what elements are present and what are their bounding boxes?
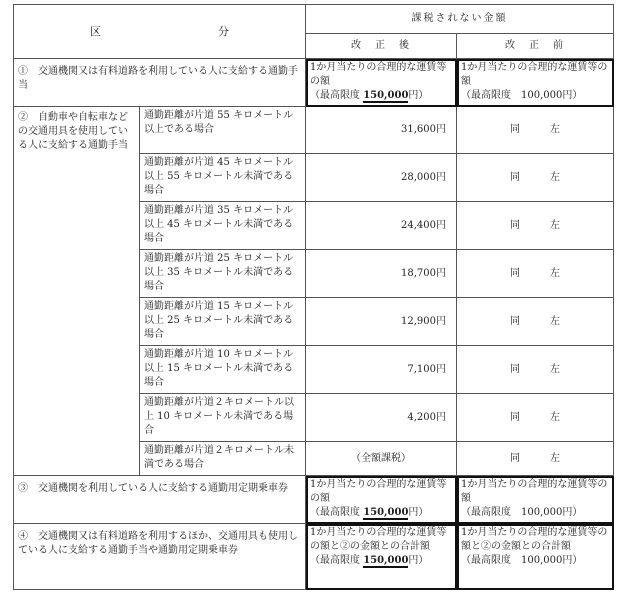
row3-after-limit-suffix: 円）	[408, 507, 429, 518]
row2-same-2: 同 左	[457, 154, 614, 202]
row2-same-1: 同 左	[457, 107, 614, 154]
header-row	[14, 5, 614, 34]
row3-before-limit: （最高限度 100,000円）	[461, 507, 583, 518]
row2-dist-4: 通勤距離が片道 25 キロメートル以上 35 キロメートル未満である場合	[140, 250, 306, 298]
row2-same-8: 同 左	[457, 442, 614, 476]
row4-before-limit: （最高限度 100,000円）	[461, 555, 583, 566]
row1-label: ① 交通機関又は有料道路を利用している人に支給する通勤手当	[14, 59, 306, 107]
row1-after-limit-amount: 150,000	[363, 90, 409, 101]
row1-before-limit: （最高限度 100,000円）	[461, 90, 583, 101]
row3-after	[306, 476, 457, 524]
row2-same-3: 同 左	[457, 202, 614, 250]
row2-amount-1: 31,600円	[306, 107, 457, 154]
header-amount-title: 課税されない金額	[306, 5, 614, 34]
row3-after-limit-prefix: （最高限度	[310, 507, 360, 518]
row4-before-text: 1か月当たりの合理的な運賃等の額と②の金額との合計額	[461, 527, 608, 552]
row4-after	[306, 524, 457, 590]
row2-dist-8: 通勤距離が片道２キロメートル未満である場合	[140, 442, 306, 476]
row2-same-4: 同 左	[457, 250, 614, 298]
row1-before-text: 1か月当たりの合理的な運賃等の額	[461, 62, 608, 87]
row2-amount-6: 7,100円	[306, 346, 457, 394]
row4-after-limit-amount: 150,000	[363, 555, 409, 566]
row2-amount-2: 28,000円	[306, 154, 457, 202]
row2-dist-7: 通勤距離が片道２キロメートル以上 10 キロメートル未満である場合	[140, 394, 306, 442]
row1-after	[306, 59, 457, 107]
row2-same-6: 同 左	[457, 346, 614, 394]
row2-dist-6: 通勤距離が片道 10 キロメートル以上 15 キロメートル未満である場合	[140, 346, 306, 394]
row2-dist-2: 通勤距離が片道 45 キロメートル以上 55 キロメートル未満である場合	[140, 154, 306, 202]
row2-dist-1: 通勤距離が片道 55 キロメートル以上である場合	[140, 107, 306, 154]
row2-item-1	[14, 107, 614, 154]
header-kubun	[14, 5, 306, 59]
row-4	[14, 524, 614, 590]
row-3	[14, 476, 614, 524]
row1-before	[457, 59, 614, 107]
header-before: 改 正 前	[457, 34, 614, 59]
row2-same-5: 同 左	[457, 298, 614, 346]
row2-label: ② 自動車や自転車などの交通用具を使用している人に支給する通勤手当	[14, 107, 140, 476]
row4-after-limit-prefix: （最高限度	[310, 555, 360, 566]
row4-label: ④ 交通機関又は有料道路を利用するほか、交通用具も使用している人に支給する通勤手当や通勤用定期乗車券	[14, 524, 306, 590]
row2-dist-5: 通勤距離が片道 15 キロメートル以上 25 キロメートル未満である場合	[140, 298, 306, 346]
row2-amount-5: 12,900円	[306, 298, 457, 346]
row3-label: ③ 交通機関を利用している人に支給する通勤用定期乗車券	[14, 476, 306, 524]
row2-same-7: 同 左	[457, 394, 614, 442]
header-after: 改 正 後	[306, 34, 457, 59]
row4-before	[457, 524, 614, 590]
row2-dist-3: 通勤距離が片道 35 キロメートル以上 45 キロメートル未満である場合	[140, 202, 306, 250]
row3-before	[457, 476, 614, 524]
row1-after-text: 1か月当たりの合理的な運賃等の額	[310, 62, 447, 87]
row2-amount-4: 18,700円	[306, 250, 457, 298]
commuting-allowance-table-wrapper	[13, 4, 613, 588]
header-kubun-right: 分	[218, 24, 229, 38]
row-1	[14, 59, 614, 107]
row3-after-limit-amount: 150,000	[363, 507, 409, 518]
row4-after-limit-suffix: 円）	[408, 555, 429, 566]
commuting-allowance-table	[13, 4, 614, 590]
row1-after-limit-suffix: 円）	[408, 90, 429, 101]
row1-after-limit-prefix: （最高限度	[310, 90, 360, 101]
row3-after-text: 1か月当たりの合理的な運賃等の額	[310, 479, 447, 504]
row3-before-text: 1か月当たりの合理的な運賃等の額	[461, 479, 608, 504]
row2-amount-7: 4,200円	[306, 394, 457, 442]
row2-amount-8: （全額課税）	[306, 442, 457, 476]
row2-amount-3: 24,400円	[306, 202, 457, 250]
row4-after-text: 1か月当たりの合理的な運賃等の額と②の金額との合計額	[310, 527, 447, 552]
header-kubun-left: 区	[90, 24, 101, 38]
